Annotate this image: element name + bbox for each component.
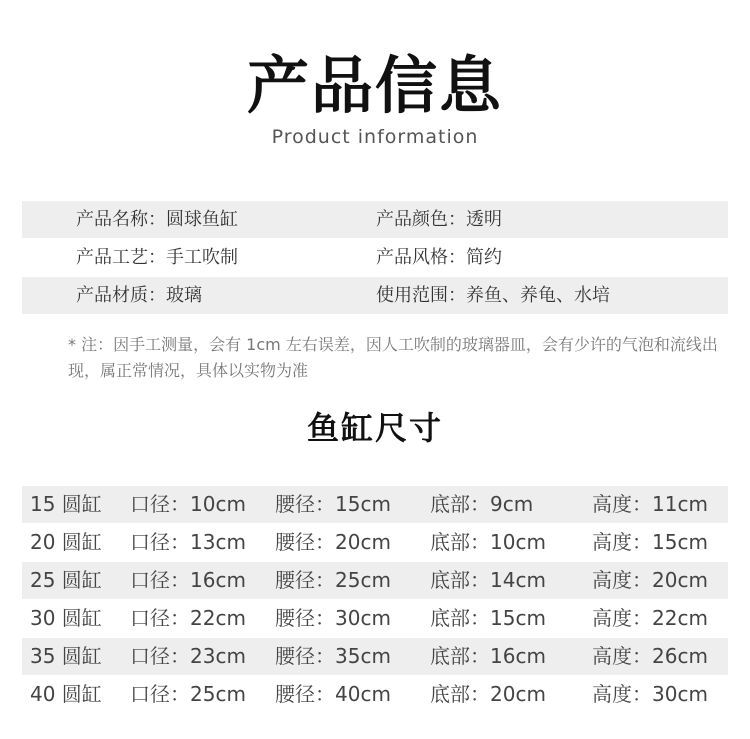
height-cell: 高度：11cm [592, 492, 708, 516]
mouth-diameter-cell: 口径：22cm [130, 606, 246, 630]
table-row [22, 486, 728, 523]
product-info-row [22, 239, 728, 276]
page-title: 产品信息 [246, 49, 503, 122]
mouth-diameter-cell: 口径：25cm [130, 682, 246, 706]
height-cell: 高度：22cm [592, 606, 708, 630]
height-cell: 高度：20cm [592, 568, 708, 592]
table-row [22, 562, 728, 599]
tank-name-cell: 20 圆缸 [30, 530, 102, 554]
product-style-field: 产品风格：简约 [376, 247, 502, 268]
waist-diameter-cell: 腰径：20cm [275, 530, 391, 554]
bottom-diameter-cell: 底部：10cm [430, 530, 546, 554]
height-cell: 高度：30cm [592, 682, 708, 706]
waist-diameter-cell: 腰径：30cm [275, 606, 391, 630]
tank-name-cell: 30 圆缸 [30, 606, 102, 630]
product-name-field: 产品名称：圆球鱼缸 [76, 209, 238, 230]
tank-name-cell: 40 圆缸 [30, 682, 102, 706]
product-craft-field: 产品工艺：手工吹制 [76, 247, 238, 268]
measurement-note: * 注：因手工测量，会有 1cm 左右误差，因人工吹制的玻璃器皿，会有少许的气泡和流线出现，属正常情况，具体以实物为准 [68, 335, 718, 380]
product-info-row [22, 201, 728, 238]
product-info-table [22, 201, 728, 315]
waist-diameter-cell: 腰径：25cm [275, 568, 391, 592]
table-row [22, 676, 728, 713]
mouth-diameter-cell: 口径：16cm [130, 568, 246, 592]
tank-name-cell: 35 圆缸 [30, 644, 102, 668]
bottom-diameter-cell: 底部：14cm [430, 568, 546, 592]
bottom-diameter-cell: 底部：16cm [430, 644, 546, 668]
table-row [22, 638, 728, 675]
size-table [22, 486, 728, 714]
tank-name-cell: 15 圆缸 [30, 492, 102, 516]
product-usage-field: 使用范围：养鱼、养龟、水培 [376, 285, 610, 306]
mouth-diameter-cell: 口径：23cm [130, 644, 246, 668]
product-color-field: 产品颜色：透明 [376, 209, 502, 230]
mouth-diameter-cell: 口径：13cm [130, 530, 246, 554]
waist-diameter-cell: 腰径：40cm [275, 682, 391, 706]
table-row [22, 600, 728, 637]
table-row [22, 524, 728, 561]
bottom-diameter-cell: 底部：15cm [430, 606, 546, 630]
bottom-diameter-cell: 底部：9cm [430, 492, 534, 516]
product-material-field: 产品材质：玻璃 [76, 285, 202, 306]
size-section-title: 鱼缸尺寸 [306, 409, 443, 447]
bottom-diameter-cell: 底部：20cm [430, 682, 546, 706]
product-info-row [22, 277, 728, 314]
mouth-diameter-cell: 口径：10cm [130, 492, 246, 516]
tank-name-cell: 25 圆缸 [30, 568, 102, 592]
height-cell: 高度：15cm [592, 530, 708, 554]
page-subtitle: Product information [271, 126, 479, 148]
waist-diameter-cell: 腰径：35cm [275, 644, 391, 668]
waist-diameter-cell: 腰径：15cm [275, 492, 391, 516]
height-cell: 高度：26cm [592, 644, 708, 668]
